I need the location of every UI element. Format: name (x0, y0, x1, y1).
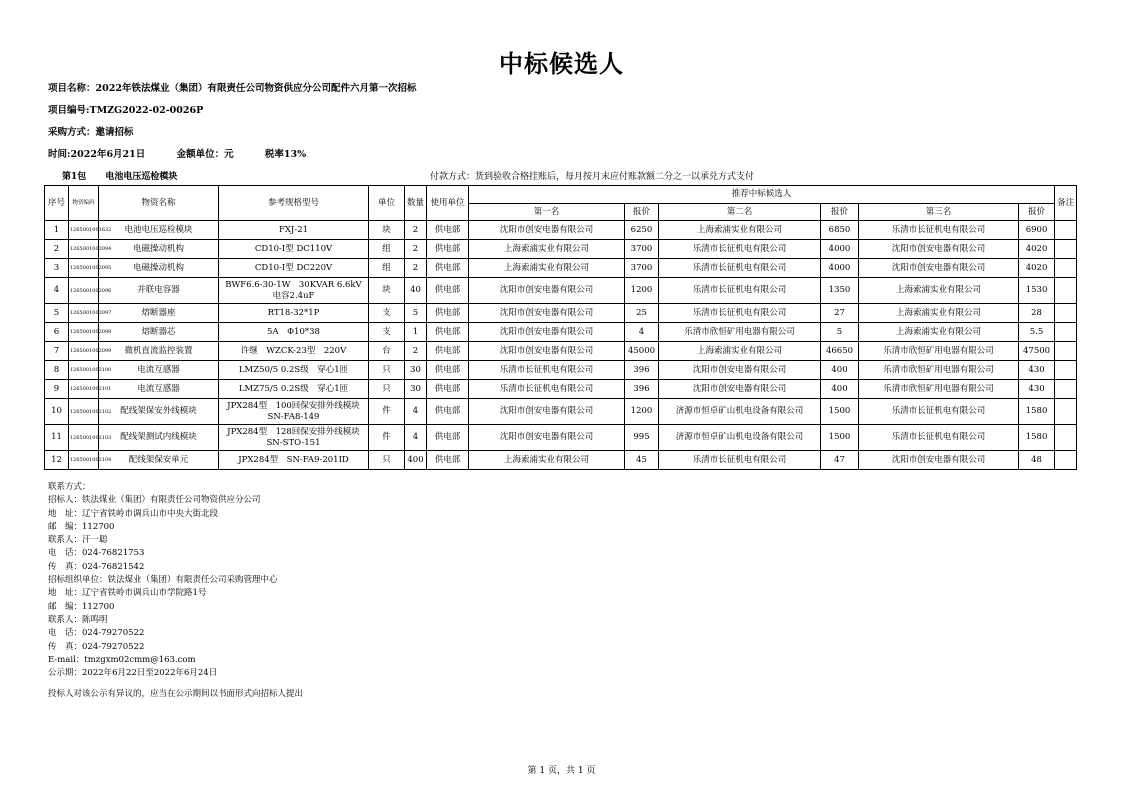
cell-spec: 5A Φ10*38 (219, 323, 369, 342)
cell-dept: 供电部 (427, 304, 469, 323)
cell-remark (1055, 240, 1077, 259)
table-row (45, 399, 1077, 425)
cell-seq: 7 (45, 342, 69, 361)
organizer-fax: 传 真：024-79270522 (48, 641, 145, 652)
cell-third: 乐清市欣恒矿用电器有限公司 (859, 361, 1019, 380)
procurement-method: 采购方式：邀请招标 (48, 127, 134, 138)
cell-name: 熔断器芯 (99, 323, 219, 342)
cell-second: 乐清市长征机电有限公司 (659, 304, 821, 323)
table-row (45, 451, 1077, 470)
cell-price3: 6900 (1019, 221, 1055, 240)
cell-qty: 2 (405, 342, 427, 361)
cell-remark (1055, 361, 1077, 380)
table-row (45, 240, 1077, 259)
cell-dept: 供电部 (427, 259, 469, 278)
tenderer-address: 地 址：辽宁省铁岭市调兵山市中央大街北段 (48, 508, 219, 519)
cell-dept: 供电部 (427, 221, 469, 240)
cell-price3: 430 (1019, 361, 1055, 380)
cell-third: 上海索浦实业有限公司 (859, 304, 1019, 323)
cell-price1: 995 (625, 425, 659, 451)
publish-date: 时间:2022年6月21日 (48, 149, 146, 160)
cell-price2: 46650 (821, 342, 859, 361)
cell-first: 乐清市长征机电有限公司 (469, 361, 625, 380)
cell-code: 1265001002101 (69, 380, 99, 399)
cell-third: 沈阳市创安电器有限公司 (859, 240, 1019, 259)
organizer-address: 地 址：辽宁省铁岭市调兵山市学院路1号 (48, 588, 207, 599)
cell-price2: 4000 (821, 240, 859, 259)
cell-price1: 4 (625, 323, 659, 342)
payment-terms: 付款方式：货到验收合格挂账后，每月按月末应付账款额二分之一以承兑方式支付 (430, 172, 755, 182)
cell-third: 沈阳市创安电器有限公司 (859, 451, 1019, 470)
cell-dept: 供电部 (427, 425, 469, 451)
cell-name: 配线架保安单元 (99, 451, 219, 470)
cell-price3: 4020 (1019, 240, 1055, 259)
cell-first: 沈阳市创安电器有限公司 (469, 221, 625, 240)
cell-price3: 1530 (1019, 278, 1055, 304)
cell-spec: JPX284型 SN-FA9-201ID (219, 451, 369, 470)
header-spec: 参考规格型号 (219, 186, 369, 221)
cell-third: 乐清市长征机电有限公司 (859, 425, 1019, 451)
table-row (45, 323, 1077, 342)
cell-price2: 1350 (821, 278, 859, 304)
cell-unit: 块 (369, 221, 405, 240)
cell-qty: 4 (405, 425, 427, 451)
cell-spec: JPX284型 100回保安排外线模块 SN-FA8-149 (219, 399, 369, 425)
cell-dept: 供电部 (427, 361, 469, 380)
cell-first: 乐清市长征机电有限公司 (469, 380, 625, 399)
cell-code: 1265001002100 (69, 361, 99, 380)
cell-price1: 396 (625, 361, 659, 380)
cell-qty: 2 (405, 240, 427, 259)
cell-spec: BWF6.6-30-1W 30KVAR 6.6kV 电容2.4uF (219, 278, 369, 304)
cell-first: 沈阳市创安电器有限公司 (469, 399, 625, 425)
page-footer: 第 1 页，共 1 页 (527, 766, 596, 776)
organizer: 招标组织单位：铁法煤业（集团）有限责任公司采购管理中心 (48, 575, 278, 586)
cell-dept: 供电部 (427, 451, 469, 470)
project-number: 项目编号:TMZG2022-02-0026P (48, 105, 204, 116)
cell-second: 乐清市欣恒矿用电器有限公司 (659, 323, 821, 342)
cell-price1: 3700 (625, 240, 659, 259)
table-row (45, 361, 1077, 380)
cell-second: 乐清市长征机电有限公司 (659, 259, 821, 278)
cell-dept: 供电部 (427, 342, 469, 361)
cell-price1: 1200 (625, 278, 659, 304)
cell-first: 沈阳市创安电器有限公司 (469, 278, 625, 304)
cell-price3: 1580 (1019, 425, 1055, 451)
cell-spec: CD10-Ⅰ型 DC220V (219, 259, 369, 278)
cell-second: 乐清市长征机电有限公司 (659, 240, 821, 259)
cell-remark (1055, 304, 1077, 323)
cell-first: 沈阳市创安电器有限公司 (469, 304, 625, 323)
cell-price1: 3700 (625, 259, 659, 278)
cell-code: 1265001002095 (69, 259, 99, 278)
cell-dept: 供电部 (427, 380, 469, 399)
cell-third: 沈阳市创安电器有限公司 (859, 259, 1019, 278)
organizer-email: E-mail：tmzgxm02cmm@163.com (48, 654, 196, 665)
cell-second: 沈阳市创安电器有限公司 (659, 361, 821, 380)
cell-third: 乐清市长征机电有限公司 (859, 399, 1019, 425)
tax-rate: 税率13% (264, 149, 307, 160)
cell-code: 1265001002096 (69, 278, 99, 304)
cell-price3: 4020 (1019, 259, 1055, 278)
cell-code: 1265001002099 (69, 342, 99, 361)
cell-seq: 9 (45, 380, 69, 399)
cell-price1: 45000 (625, 342, 659, 361)
organizer-contact-person: 联系人：陈鸣明 (48, 614, 108, 625)
tenderer-postcode: 邮 编：112700 (48, 521, 115, 532)
package-number: 第1包 (62, 172, 87, 182)
cell-code: 1265001001632 (69, 221, 99, 240)
cell-remark (1055, 342, 1077, 361)
currency-unit: 金额单位：元 (176, 149, 234, 160)
cell-unit: 组 (369, 259, 405, 278)
cell-price1: 1200 (625, 399, 659, 425)
cell-dept: 供电部 (427, 240, 469, 259)
cell-remark (1055, 399, 1077, 425)
cell-third: 上海索浦实业有限公司 (859, 323, 1019, 342)
cell-seq: 6 (45, 323, 69, 342)
cell-seq: 8 (45, 361, 69, 380)
cell-remark (1055, 380, 1077, 399)
cell-first: 上海索浦实业有限公司 (469, 240, 625, 259)
cell-price3: 5.5 (1019, 323, 1055, 342)
contact-block (48, 481, 278, 667)
contact-heading: 联系方式： (48, 482, 91, 492)
cell-third: 乐清市欣恒矿用电器有限公司 (859, 380, 1019, 399)
header-second: 第二名 (659, 204, 821, 221)
cell-price1: 25 (625, 304, 659, 323)
cell-price2: 1500 (821, 399, 859, 425)
cell-qty: 30 (405, 380, 427, 399)
package-name: 电池电压巡检模块 (105, 172, 178, 182)
tenderer-fax: 传 真：024-76821542 (48, 561, 145, 572)
cell-price2: 47 (821, 451, 859, 470)
candidate-table (44, 185, 1077, 470)
cell-price3: 1580 (1019, 399, 1055, 425)
table-row (45, 380, 1077, 399)
cell-third: 上海索浦实业有限公司 (859, 278, 1019, 304)
cell-price2: 6850 (821, 221, 859, 240)
cell-price1: 6250 (625, 221, 659, 240)
cell-unit: 件 (369, 425, 405, 451)
cell-remark (1055, 278, 1077, 304)
header-remark: 备注 (1055, 186, 1077, 221)
cell-code: 1265001002102 (69, 399, 99, 425)
cell-remark (1055, 323, 1077, 342)
cell-qty: 40 (405, 278, 427, 304)
cell-second: 济源市恒卓矿山机电设备有限公司 (659, 425, 821, 451)
cell-price1: 396 (625, 380, 659, 399)
header-first: 第一名 (469, 204, 625, 221)
cell-spec: 许继 WZCK-23型 220V (219, 342, 369, 361)
time-unit-tax-line (48, 146, 334, 160)
cell-seq: 5 (45, 304, 69, 323)
cell-price2: 400 (821, 380, 859, 399)
cell-unit: 块 (369, 278, 405, 304)
organizer-phone: 电 话：024-79270522 (48, 628, 145, 639)
cell-dept: 供电部 (427, 399, 469, 425)
header-price2: 报价 (821, 204, 859, 221)
header-seq: 序号 (45, 186, 69, 221)
cell-name: 配线架保安外线模块 (99, 399, 219, 425)
doc-title: 中标候选人 (499, 49, 624, 78)
cell-name: 电磁操动机构 (99, 259, 219, 278)
cell-name: 配线架测试内线模块 (99, 425, 219, 451)
cell-second: 济源市恒卓矿山机电设备有限公司 (659, 399, 821, 425)
cell-second: 乐清市长征机电有限公司 (659, 451, 821, 470)
table-row (45, 425, 1077, 451)
table-row (45, 304, 1077, 323)
cell-unit: 只 (369, 380, 405, 399)
cell-unit: 组 (369, 240, 405, 259)
cell-qty: 1 (405, 323, 427, 342)
cell-spec: RT18-32*1P (219, 304, 369, 323)
table-row (45, 259, 1077, 278)
cell-first: 沈阳市创安电器有限公司 (469, 342, 625, 361)
cell-remark (1055, 259, 1077, 278)
header-dept: 使用单位 (427, 186, 469, 221)
cell-price3: 48 (1019, 451, 1055, 470)
cell-name: 并联电容器 (99, 278, 219, 304)
cell-second: 上海索浦实业有限公司 (659, 221, 821, 240)
cell-spec: CD10-Ⅰ型 DC110V (219, 240, 369, 259)
cell-unit: 件 (369, 399, 405, 425)
cell-second: 上海索浦实业有限公司 (659, 342, 821, 361)
cell-remark (1055, 425, 1077, 451)
cell-qty: 400 (405, 451, 427, 470)
header-price3: 报价 (1019, 204, 1055, 221)
header-unit: 单位 (369, 186, 405, 221)
cell-first: 上海索浦实业有限公司 (469, 259, 625, 278)
cell-price2: 5 (821, 323, 859, 342)
header-qty: 数量 (405, 186, 427, 221)
cell-spec: JPX284型 128回保安排外线模块 SN-STO-151 (219, 425, 369, 451)
cell-second: 沈阳市创安电器有限公司 (659, 380, 821, 399)
cell-spec: LMZ50/5 0.2S级 穿心1匝 (219, 361, 369, 380)
cell-second: 乐清市长征机电有限公司 (659, 278, 821, 304)
cell-price2: 400 (821, 361, 859, 380)
cell-qty: 4 (405, 399, 427, 425)
cell-code: 1265001002097 (69, 304, 99, 323)
cell-price2: 4000 (821, 259, 859, 278)
cell-code: 1265001002104 (69, 451, 99, 470)
cell-unit: 支 (369, 304, 405, 323)
cell-first: 上海索浦实业有限公司 (469, 451, 625, 470)
cell-price1: 45 (625, 451, 659, 470)
cell-code: 1265001002103 (69, 425, 99, 451)
cell-qty: 2 (405, 259, 427, 278)
cell-seq: 12 (45, 451, 69, 470)
cell-seq: 4 (45, 278, 69, 304)
tenderer: 招标人：铁法煤业（集团）有限责任公司物资供应分公司 (48, 495, 261, 506)
cell-unit: 支 (369, 323, 405, 342)
header-third: 第三名 (859, 204, 1019, 221)
organizer-postcode: 邮 编：112700 (48, 601, 115, 612)
cell-name: 微机直流监控装置 (99, 342, 219, 361)
header-material-name: 物资名称 (99, 186, 219, 221)
header-price1: 报价 (625, 204, 659, 221)
cell-name: 电池电压巡检模块 (99, 221, 219, 240)
table-row (45, 342, 1077, 361)
project-name: 项目名称：2022年铁法煤业（集团）有限责任公司物资供应分公司配件六月第一次招标 (48, 83, 417, 94)
cell-seq: 10 (45, 399, 69, 425)
cell-seq: 2 (45, 240, 69, 259)
table-row (45, 278, 1077, 304)
cell-price2: 1500 (821, 425, 859, 451)
tenderer-phone: 电 话：024-76821753 (48, 548, 145, 559)
objection-notice: 投标人对该公示有异议的，应当在公示期间以书面形式向招标人提出 (48, 689, 304, 699)
cell-name: 熔断器座 (99, 304, 219, 323)
cell-third: 乐清市长征机电有限公司 (859, 221, 1019, 240)
header-recommend: 推荐中标候选人 (469, 186, 1055, 204)
cell-unit: 只 (369, 361, 405, 380)
cell-code: 1265001002094 (69, 240, 99, 259)
cell-unit: 台 (369, 342, 405, 361)
cell-price3: 47500 (1019, 342, 1055, 361)
tenderer-contact-person: 联系人：汗一聪 (48, 535, 108, 546)
cell-remark (1055, 221, 1077, 240)
cell-price3: 430 (1019, 380, 1055, 399)
cell-spec: FXJ-21 (219, 221, 369, 240)
cell-seq: 3 (45, 259, 69, 278)
cell-spec: LMZ75/5 0.2S级 穿心1匝 (219, 380, 369, 399)
cell-seq: 1 (45, 221, 69, 240)
cell-first: 沈阳市创安电器有限公司 (469, 425, 625, 451)
cell-qty: 5 (405, 304, 427, 323)
package-line (62, 169, 193, 182)
cell-price2: 27 (821, 304, 859, 323)
cell-third: 乐清市欣恒矿用电器有限公司 (859, 342, 1019, 361)
cell-qty: 30 (405, 361, 427, 380)
cell-unit: 只 (369, 451, 405, 470)
publicity-period: 公示期：2022年6月22日至2022年6月24日 (48, 668, 218, 678)
cell-qty: 2 (405, 221, 427, 240)
cell-price3: 28 (1019, 304, 1055, 323)
header-material-code: 物资编码 (69, 186, 99, 221)
cell-first: 沈阳市创安电器有限公司 (469, 323, 625, 342)
cell-code: 1265001002098 (69, 323, 99, 342)
cell-name: 电流互感器 (99, 380, 219, 399)
cell-dept: 供电部 (427, 278, 469, 304)
cell-seq: 11 (45, 425, 69, 451)
cell-name: 电磁操动机构 (99, 240, 219, 259)
cell-name: 电流互感器 (99, 361, 219, 380)
cell-dept: 供电部 (427, 323, 469, 342)
table-row (45, 221, 1077, 240)
cell-remark (1055, 451, 1077, 470)
